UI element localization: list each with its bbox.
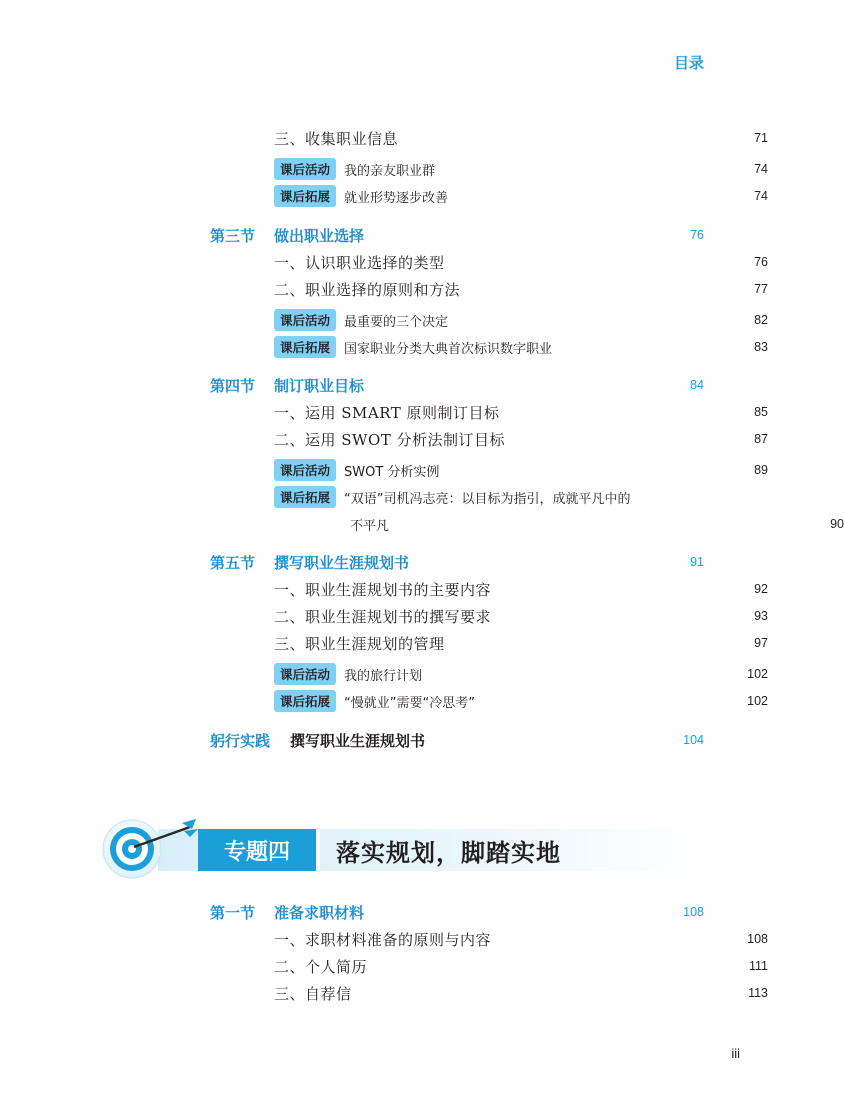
activity-tag: 课后活动 — [274, 158, 336, 180]
toc-entry[interactable] — [210, 661, 768, 687]
toc-entry-text: “双语”司机冯志亮：以目标为指引，成就平凡中的 — [344, 491, 631, 507]
target-arrow-icon — [98, 815, 208, 879]
toc-entry[interactable] — [210, 457, 768, 483]
toc-entry-page: 97 — [754, 636, 768, 650]
toc-entry-page: 82 — [754, 313, 768, 327]
section-title: 准备求职材料 — [274, 903, 365, 922]
toc-entry-page: 74 — [754, 162, 768, 176]
toc-entry-text: 一、运用 SMART 原则制订目标 — [274, 403, 500, 422]
section-title: 制订职业目标 — [274, 376, 365, 395]
toc-entry[interactable] — [210, 926, 768, 952]
toc-entry[interactable] — [210, 334, 768, 360]
toc-entry-page: 102 — [747, 694, 768, 708]
toc-entry-page: 90 — [830, 517, 844, 531]
toc-entry[interactable] — [210, 603, 768, 629]
toc-entry-page: 104 — [683, 733, 704, 747]
toc-entry-page: 83 — [754, 340, 768, 354]
toc-entry-page: 113 — [748, 986, 768, 1000]
toc-section[interactable] — [210, 727, 704, 753]
toc-entry-text: 二、运用 SWOT 分析法制订目标 — [274, 430, 506, 449]
toc-entry-page: 85 — [754, 405, 768, 419]
toc-entry-page: 111 — [748, 959, 768, 973]
toc-entry-text: 就业形势逐步改善 — [344, 190, 449, 206]
activity-tag: 课后活动 — [274, 459, 336, 481]
extension-tag: 课后拓展 — [274, 185, 336, 207]
header-label: 目录 — [673, 54, 704, 72]
section-label: 第三节 — [210, 226, 256, 245]
toc-entry-text: 不平凡 — [350, 518, 390, 534]
toc-entry-page: 84 — [690, 378, 704, 392]
toc-entry[interactable] — [210, 156, 768, 182]
toc-entry-text: 最重要的三个决定 — [344, 314, 449, 330]
toc-entry-page: 108 — [683, 905, 704, 919]
toc-entry[interactable] — [210, 125, 768, 151]
toc-entry-text: 国家职业分类大典首次标识数字职业 — [344, 341, 553, 357]
toc-entry[interactable] — [210, 953, 768, 979]
toc-entry-page: 76 — [690, 228, 704, 242]
toc-entry-text: 我的旅行计划 — [344, 668, 423, 684]
topic-banner — [98, 815, 703, 879]
toc-entry-page: 77 — [754, 282, 768, 296]
toc-entry-page: 87 — [754, 432, 768, 446]
section-label: 第一节 — [210, 903, 256, 922]
toc-entry[interactable] — [210, 484, 768, 510]
topic-title: 落实规划，脚踏实地 — [336, 838, 561, 867]
toc-entry-text: 三、收集职业信息 — [274, 129, 399, 148]
toc-entry-text: 一、认识职业选择的类型 — [274, 253, 445, 272]
toc-entry-page: 102 — [747, 667, 768, 681]
toc-entry-text: “慢就业”需要“冷思考” — [344, 695, 475, 711]
toc-section[interactable] — [210, 549, 704, 575]
toc-section[interactable] — [210, 899, 704, 925]
toc-entry-page: 91 — [690, 555, 704, 569]
toc-entry[interactable] — [210, 688, 768, 714]
toc-entry-page: 108 — [747, 932, 768, 946]
toc-entry-text: 一、求职材料准备的原则与内容 — [274, 930, 492, 949]
toc-entry-text: 一、职业生涯规划书的主要内容 — [274, 580, 492, 599]
extension-tag: 课后拓展 — [274, 690, 336, 712]
toc-entry-text: 二、个人简历 — [274, 957, 368, 976]
section-label: 第五节 — [210, 553, 256, 572]
toc-entry[interactable] — [210, 630, 768, 656]
toc-entry[interactable] — [210, 980, 768, 1006]
toc-entry-text: 三、职业生涯规划的管理 — [274, 634, 445, 653]
toc-entry[interactable] — [210, 426, 768, 452]
toc-entry[interactable] — [210, 249, 768, 275]
activity-tag: 课后活动 — [274, 309, 336, 331]
toc-entry[interactable] — [210, 183, 768, 209]
toc-entry-text: SWOT 分析实例 — [344, 464, 440, 480]
activity-tag: 课后活动 — [274, 663, 336, 685]
toc-entry-page: 74 — [754, 189, 768, 203]
banner-divider — [316, 829, 320, 871]
toc-entry-page: 93 — [754, 609, 768, 623]
section-title: 撰写职业生涯规划书 — [290, 731, 426, 750]
toc-section[interactable] — [210, 372, 704, 398]
toc-entry-text: 二、职业选择的原则和方法 — [274, 280, 461, 299]
toc-entry-text: 二、职业生涯规划书的撰写要求 — [274, 607, 492, 626]
toc-entry-continuation[interactable] — [210, 511, 844, 537]
topic-label: 专题四 — [198, 829, 316, 871]
toc-entry-text: 我的亲友职业群 — [344, 163, 436, 179]
extension-tag: 课后拓展 — [274, 336, 336, 358]
page-number: iii — [731, 1046, 740, 1061]
toc-entry[interactable] — [210, 399, 768, 425]
toc-entry-page: 76 — [754, 255, 768, 269]
toc-entry-text: 三、自荐信 — [274, 984, 352, 1003]
section-title: 做出职业选择 — [274, 226, 365, 245]
toc-entry-page: 89 — [754, 463, 768, 477]
toc-entry[interactable] — [210, 307, 768, 333]
toc-entry[interactable] — [210, 276, 768, 302]
section-label: 躬行实践 — [210, 731, 271, 750]
extension-tag: 课后拓展 — [274, 486, 336, 508]
section-label: 第四节 — [210, 376, 256, 395]
toc-entry-page: 71 — [754, 131, 768, 145]
toc-entry[interactable] — [210, 576, 768, 602]
toc-section[interactable] — [210, 222, 704, 248]
toc-entry-page: 92 — [754, 582, 768, 596]
section-title: 撰写职业生涯规划书 — [274, 553, 410, 572]
